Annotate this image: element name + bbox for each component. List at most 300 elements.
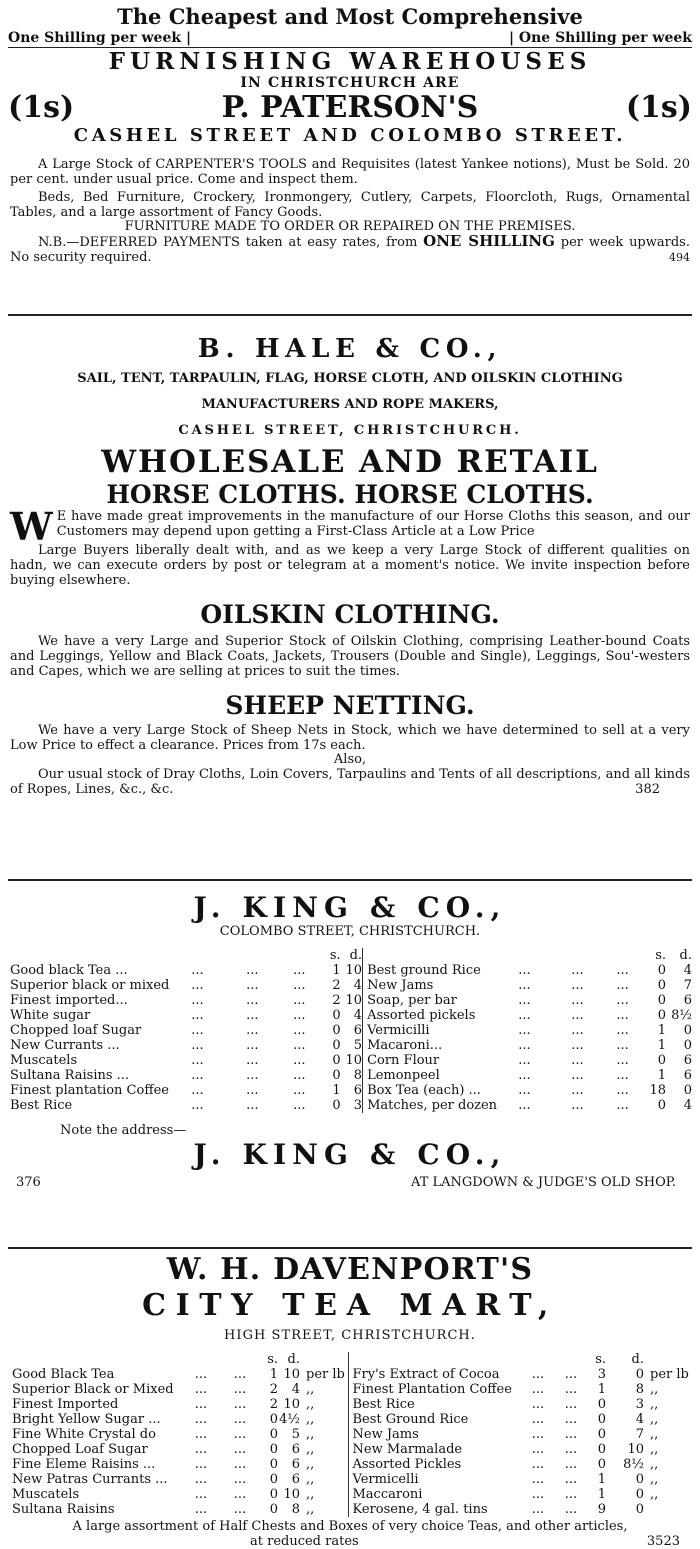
leader-dots: ... <box>531 1382 545 1397</box>
price-item: Finest Imported <box>12 1397 119 1412</box>
leader-dots: ... <box>293 963 306 978</box>
price-item: Macaroni... <box>363 1038 498 1053</box>
table-row <box>10 1038 692 1053</box>
paterson-price-row <box>0 30 700 47</box>
leader-dots: ... <box>518 1023 531 1038</box>
price-unit: ,, <box>306 1412 315 1427</box>
price-pence: 7 <box>635 1427 644 1442</box>
davenport-advert <box>0 1252 700 1549</box>
hale-ref: 382 <box>635 782 660 797</box>
price-shillings: 18 <box>649 1083 666 1098</box>
leader-dots: ... <box>571 1023 584 1038</box>
hdr-s: s. <box>595 1352 606 1367</box>
price-pence: 8½ <box>671 1008 692 1023</box>
table-row <box>10 1068 692 1083</box>
oilskin-para: We have a very Large and Superior Stock of Oilskin Clothing, comprising Leather-bound Coats and Leggings, Yellow and Black Coats, Jackets, Trousers (Double and Single), Leggings, Sou'-westers and Capes, which we are selling at prices to suit the times. <box>10 634 690 679</box>
table-row <box>12 1457 692 1472</box>
hale-line3: CASHEL STREET, CHRISTCHURCH. <box>178 423 522 438</box>
leader-dots: ... <box>616 963 629 978</box>
price-pence: 0 <box>635 1502 644 1517</box>
leader-dots: ... <box>194 1382 208 1397</box>
leader-dots: ... <box>246 1083 259 1098</box>
also-text: Also, <box>333 752 367 767</box>
king-price-table <box>10 948 692 1113</box>
leader-dots: ... <box>233 1397 247 1412</box>
leader-dots: ... <box>571 1083 584 1098</box>
price-item: Superior black or mixed <box>10 978 170 993</box>
price-item: Finest imported... <box>10 993 128 1008</box>
price-tag-right: (1s) <box>625 90 692 125</box>
leader-dots: ... <box>246 1038 259 1053</box>
price-item: Best Rice <box>10 1098 73 1113</box>
table-row <box>12 1397 692 1412</box>
price-unit: ,, <box>306 1382 315 1397</box>
price-pence: 10 <box>283 1397 300 1412</box>
price-unit: ,, <box>650 1487 659 1502</box>
table-row <box>12 1382 692 1397</box>
table-row <box>10 978 692 993</box>
price-unit: ,, <box>306 1397 315 1412</box>
paterson-name: P. PATERSON'S <box>221 90 479 125</box>
price-item: Superior Black or Mixed <box>12 1382 174 1397</box>
price-shillings: 1 <box>597 1382 606 1397</box>
leader-dots: ... <box>518 1008 531 1023</box>
paterson-headline: The Cheapest and Most Comprehensive <box>117 4 583 29</box>
leader-dots: ... <box>194 1487 208 1502</box>
paterson-ref: 494 <box>669 251 690 264</box>
horse-para: E have made great improvements in the manufacture of our Horse Cloths this season, and our Customers may depend upon getting a First-Class Article at a Low Price <box>56 509 690 539</box>
price-shillings: 9 <box>597 1502 606 1517</box>
price-item: Sultana Raisins <box>12 1502 115 1517</box>
price-item: Fine White Crystal do <box>12 1427 156 1442</box>
table-row <box>12 1442 692 1457</box>
price-shillings: 0 <box>332 1038 341 1053</box>
price-pence: 8 <box>353 1068 363 1083</box>
leader-dots: ... <box>518 993 531 1008</box>
leader-dots: ... <box>531 1397 545 1412</box>
city-tea-mart: CITY TEA MART, <box>142 1288 558 1323</box>
table-row <box>10 963 692 978</box>
leader-dots: ... <box>194 1442 208 1457</box>
nb-bold: ONE SHILLING <box>423 232 555 250</box>
hdr-d: d. <box>349 948 363 963</box>
leader-dots: ... <box>191 1038 204 1053</box>
leader-dots: ... <box>518 1083 531 1098</box>
price-shillings: 1 <box>597 1487 606 1502</box>
leader-dots: ... <box>531 1502 545 1517</box>
price-shillings: 0 <box>597 1412 606 1427</box>
sheep-para: We have a very Large Stock of Sheep Nets in Stock, which we have determined to sell at a very Low Price to effect a clearance. Prices from 17s each. <box>10 723 690 753</box>
leader-dots: ... <box>531 1472 545 1487</box>
leader-dots: ... <box>564 1367 578 1382</box>
table-row <box>12 1472 692 1487</box>
leader-dots: ... <box>564 1397 578 1412</box>
hdr-d: d. <box>287 1352 300 1367</box>
price-shillings: 0 <box>597 1457 606 1472</box>
price-item: Sultana Raisins ... <box>10 1068 130 1083</box>
price-shillings: 0 <box>597 1427 606 1442</box>
leader-dots: ... <box>191 978 204 993</box>
price-shillings: 1 <box>332 1083 341 1098</box>
price-shillings: 0 <box>657 1008 666 1023</box>
king-name: J. KING & CO., <box>193 891 507 924</box>
nb-start: N.B.—DEFERRED PAYMENTS taken at easy rates, from <box>38 235 418 250</box>
leader-dots: ... <box>233 1382 247 1397</box>
leader-dots: ... <box>233 1367 247 1382</box>
price-unit: per lb <box>306 1367 345 1382</box>
leader-dots: ... <box>293 1008 306 1023</box>
paterson-nb <box>0 234 700 265</box>
price-pence: 4 <box>683 1098 692 1113</box>
davenport-footer-2: at reduced rates <box>250 1534 359 1549</box>
price-item: Fry's Extract of Cocoa <box>348 1367 516 1382</box>
price-shillings: 0 <box>332 1053 341 1068</box>
nb-end: per week upwards. No security required. <box>10 235 690 265</box>
price-item: Lemonpeel <box>363 1068 498 1083</box>
price-shillings: 0 <box>597 1442 606 1457</box>
table-row <box>12 1427 692 1442</box>
price-unit: ,, <box>650 1412 659 1427</box>
leader-dots: ... <box>191 1023 204 1038</box>
leader-dots: ... <box>191 1083 204 1098</box>
price-item: Vermicilli <box>363 1023 498 1038</box>
leader-dots: ... <box>571 978 584 993</box>
leader-dots: ... <box>194 1412 208 1427</box>
leader-dots: ... <box>531 1442 545 1457</box>
paterson-furniture: FURNITURE MADE TO ORDER OR REPAIRED ON THE PREMISES. <box>124 219 576 234</box>
king-shop: AT LANGDOWN & JUDGE'S OLD SHOP. <box>411 1175 676 1190</box>
table-row <box>10 1083 692 1098</box>
price-pence: 0 <box>635 1367 644 1382</box>
price-item: Good black Tea ... <box>10 963 128 978</box>
price-shillings: 1 <box>269 1367 278 1382</box>
hale-line1: SAIL, TENT, TARPAULIN, FLAG, HORSE CLOTH, AND OILSKIN CLOTHING <box>77 371 623 386</box>
price-shillings: 1 <box>657 1038 666 1053</box>
price-item: Soap, per bar <box>363 993 498 1008</box>
leader-dots: ... <box>571 1068 584 1083</box>
price-shillings: 0 <box>597 1397 606 1412</box>
price-unit: ,, <box>306 1457 315 1472</box>
drop-cap: W <box>10 504 53 549</box>
leader-dots: ... <box>564 1427 578 1442</box>
leader-dots: ... <box>616 1008 629 1023</box>
leader-dots: ... <box>293 978 306 993</box>
price-shillings: 3 <box>597 1367 606 1382</box>
price-item: White sugar <box>10 1008 91 1023</box>
leader-dots: ... <box>564 1472 578 1487</box>
table-row <box>10 1008 692 1023</box>
leader-dots: ... <box>293 1068 306 1083</box>
price-item: Chopped loaf Sugar <box>10 1023 142 1038</box>
price-item: Good Black Tea <box>12 1367 115 1382</box>
usual-text: Our usual stock of Dray Cloths, Loin Covers, Tarpaulins and Tents of all descriptions, and all kinds of Ropes, Lines, &c., &c. <box>10 767 690 797</box>
price-item: Kerosene, 4 gal. tins <box>348 1502 516 1517</box>
leader-dots: ... <box>293 1083 306 1098</box>
sheep-heading: SHEEP NETTING. <box>225 691 475 720</box>
davenport-name: W. H. DAVENPORT'S <box>166 1252 534 1287</box>
price-pence: 4 <box>291 1382 300 1397</box>
leader-dots: ... <box>233 1502 247 1517</box>
leader-dots: ... <box>191 1008 204 1023</box>
price-item: Muscatels <box>12 1487 80 1502</box>
leader-dots: ... <box>246 1053 259 1068</box>
price-shillings: 0 <box>269 1427 278 1442</box>
table-row <box>12 1367 692 1382</box>
price-unit: ,, <box>650 1382 659 1397</box>
paterson-name-row <box>0 91 700 125</box>
price-item: Assorted pickels <box>363 1008 498 1023</box>
usual-para <box>0 767 700 797</box>
price-unit: ,, <box>306 1502 315 1517</box>
price-item: Muscatels <box>10 1053 78 1068</box>
price-pence: 4½ <box>279 1412 300 1427</box>
leader-dots: ... <box>616 1098 629 1113</box>
leader-dots: ... <box>293 1098 306 1113</box>
leader-dots: ... <box>293 993 306 1008</box>
price-item: Best Rice <box>348 1397 516 1412</box>
price-unit: ,, <box>650 1397 659 1412</box>
price-item: New Patras Currants ... <box>12 1472 168 1487</box>
leader-dots: ... <box>293 1053 306 1068</box>
leader-dots: ... <box>571 1008 584 1023</box>
hdr-s: s. <box>267 1352 278 1367</box>
leader-dots: ... <box>233 1487 247 1502</box>
leader-dots: ... <box>194 1367 208 1382</box>
king-ref: 376 <box>16 1175 41 1190</box>
price-shillings: 0 <box>332 1023 341 1038</box>
price-pence: 6 <box>353 1023 363 1038</box>
paterson-address: CASHEL STREET AND COLOMBO STREET. <box>73 125 627 146</box>
leader-dots: ... <box>616 1068 629 1083</box>
price-item: Finest Plantation Coffee <box>348 1382 516 1397</box>
price-pence: 0 <box>635 1472 644 1487</box>
leader-dots: ... <box>191 1053 204 1068</box>
leader-dots: ... <box>246 963 259 978</box>
leader-dots: ... <box>564 1382 578 1397</box>
price-shillings: 0 <box>269 1502 278 1517</box>
leader-dots: ... <box>571 963 584 978</box>
price-item: New Marmalade <box>348 1442 516 1457</box>
davenport-address: HIGH STREET, CHRISTCHURCH. <box>224 1328 476 1343</box>
price-pence: 10 <box>283 1487 300 1502</box>
leader-dots: ... <box>616 993 629 1008</box>
price-pence: 0 <box>683 1038 692 1053</box>
price-pence: 4 <box>683 963 692 978</box>
leader-dots: ... <box>518 1038 531 1053</box>
price-unit: ,, <box>306 1472 315 1487</box>
leader-dots: ... <box>246 1023 259 1038</box>
king-footer <box>0 1171 700 1191</box>
price-shillings: 0 <box>657 1053 666 1068</box>
price-unit: per lb <box>650 1367 689 1382</box>
king-name-2: J. KING & CO., <box>193 1138 507 1171</box>
leader-dots: ... <box>616 978 629 993</box>
price-item: Corn Flour <box>363 1053 498 1068</box>
price-shillings: 1 <box>657 1068 666 1083</box>
price-item: Best ground Rice <box>363 963 498 978</box>
price-left: One Shilling per week | <box>8 30 192 46</box>
price-unit: ,, <box>650 1457 659 1472</box>
leader-dots: ... <box>246 1068 259 1083</box>
leader-dots: ... <box>293 1038 306 1053</box>
price-pence: 5 <box>353 1038 363 1053</box>
leader-dots: ... <box>531 1412 545 1427</box>
leader-dots: ... <box>616 1023 629 1038</box>
leader-dots: ... <box>616 1083 629 1098</box>
leader-dots: ... <box>293 1023 306 1038</box>
price-pence: 10 <box>627 1442 644 1457</box>
davenport-price-list <box>0 1344 700 1517</box>
price-shillings: 0 <box>332 1008 341 1023</box>
price-shillings: 0 <box>269 1472 278 1487</box>
price-shillings: 1 <box>597 1472 606 1487</box>
price-shillings: 0 <box>332 1068 341 1083</box>
leader-dots: ... <box>564 1412 578 1427</box>
horse-para-block <box>0 504 700 549</box>
leader-dots: ... <box>233 1442 247 1457</box>
paterson-para-tools: A Large Stock of CARPENTER'S TOOLS and Requisites (latest Yankee notions), Must be Sold. 20 per cent. under usual price. Come and inspect them. <box>10 157 690 187</box>
hale-name: B. HALE & CO., <box>197 334 503 364</box>
leader-dots: ... <box>191 993 204 1008</box>
price-shillings: 2 <box>269 1382 278 1397</box>
price-pence: 10 <box>283 1367 300 1382</box>
price-item: Chopped Loaf Sugar <box>12 1442 148 1457</box>
price-pence: 6 <box>683 993 692 1008</box>
leader-dots: ... <box>531 1457 545 1472</box>
paterson-advert <box>0 4 700 265</box>
price-item: Assorted Pickles <box>348 1457 516 1472</box>
leader-dots: ... <box>518 963 531 978</box>
table-row <box>10 1023 692 1038</box>
price-right: | One Shilling per week <box>508 30 692 46</box>
table-row <box>12 1487 692 1502</box>
king-price-list <box>0 940 700 1113</box>
price-item: Bright Yellow Sugar ... <box>12 1412 161 1427</box>
leader-dots: ... <box>518 1068 531 1083</box>
price-pence: 8½ <box>623 1457 644 1472</box>
leader-dots: ... <box>531 1367 545 1382</box>
table-row <box>12 1502 692 1517</box>
hale-line2: MANUFACTURERS AND ROPE MAKERS, <box>201 397 499 412</box>
price-pence: 6 <box>683 1053 692 1068</box>
hdr-d: d. <box>631 1352 644 1367</box>
table-row <box>10 1098 692 1113</box>
price-item: Finest plantation Coffee <box>10 1083 169 1098</box>
leader-dots: ... <box>564 1442 578 1457</box>
leader-dots: ... <box>518 1098 531 1113</box>
price-pence: 10 <box>345 993 363 1008</box>
leader-dots: ... <box>191 1098 204 1113</box>
leader-dots: ... <box>246 993 259 1008</box>
leader-dots: ... <box>194 1427 208 1442</box>
price-shillings: 0 <box>269 1487 278 1502</box>
price-pence: 4 <box>353 978 363 993</box>
leader-dots: ... <box>518 978 531 993</box>
price-unit: ,, <box>306 1442 315 1457</box>
price-item: Matches, per dozen <box>363 1098 498 1113</box>
price-shillings: 1 <box>657 1023 666 1038</box>
price-shillings: 2 <box>332 993 341 1008</box>
hale-advert <box>0 334 700 797</box>
price-item: Box Tea (each) ... <box>363 1083 498 1098</box>
price-pence: 4 <box>635 1412 644 1427</box>
leader-dots: ... <box>571 1038 584 1053</box>
leader-dots: ... <box>518 1053 531 1068</box>
davenport-footer: A large assortment of Half Chests and Boxes of very choice Teas, and other articles, <box>72 1519 628 1534</box>
price-shillings: 0 <box>269 1442 278 1457</box>
price-unit: ,, <box>650 1472 659 1487</box>
price-item: Best Ground Rice <box>348 1412 516 1427</box>
price-item: Vermicelli <box>348 1472 516 1487</box>
hdr-s: s. <box>329 948 341 963</box>
table-row <box>10 993 692 1008</box>
davenport-footer-row <box>0 1534 700 1549</box>
price-item: New Currants ... <box>10 1038 120 1053</box>
price-unit: ,, <box>306 1487 315 1502</box>
price-shillings: 0 <box>657 993 666 1008</box>
price-unit <box>644 1502 692 1517</box>
price-pence: 4 <box>353 1008 363 1023</box>
price-shillings: 2 <box>332 978 341 993</box>
leader-dots: ... <box>564 1487 578 1502</box>
wholesale-heading: WHOLESALE AND RETAIL <box>101 444 599 480</box>
price-shillings: 0 <box>332 1098 341 1113</box>
leader-dots: ... <box>194 1397 208 1412</box>
leader-dots: ... <box>571 993 584 1008</box>
price-pence: 6 <box>353 1083 363 1098</box>
divider <box>8 314 692 316</box>
leader-dots: ... <box>233 1427 247 1442</box>
leader-dots: ... <box>564 1502 578 1517</box>
leader-dots: ... <box>571 1053 584 1068</box>
paterson-para-goods: Beds, Bed Furniture, Crockery, Ironmongery, Cutlery, Carpets, Floorcloth, Rugs, Ornamental Tables, and a large assortment of Fancy Goods. <box>10 190 690 220</box>
price-pence: 0 <box>683 1083 692 1098</box>
leader-dots: ... <box>233 1412 247 1427</box>
price-pence: 3 <box>353 1098 363 1113</box>
davenport-ref: 3523 <box>646 1534 680 1549</box>
leader-dots: ... <box>531 1427 545 1442</box>
price-tag-left: (1s) <box>8 90 75 125</box>
leader-dots: ... <box>194 1472 208 1487</box>
leader-dots: ... <box>564 1457 578 1472</box>
price-pence: 0 <box>635 1487 644 1502</box>
king-advert <box>0 892 700 1191</box>
price-pence: 10 <box>345 963 363 978</box>
divider <box>8 879 692 881</box>
king-note: Note the address— <box>60 1123 187 1138</box>
leader-dots: ... <box>571 1098 584 1113</box>
price-pence: 8 <box>291 1502 300 1517</box>
price-item: New Jams <box>348 1427 516 1442</box>
price-pence: 6 <box>683 1068 692 1083</box>
leader-dots: ... <box>616 1038 629 1053</box>
hdr-d: d. <box>679 948 692 963</box>
price-unit: ,, <box>306 1427 315 1442</box>
leader-dots: ... <box>194 1457 208 1472</box>
price-shillings: 0 <box>269 1457 278 1472</box>
leader-dots: ... <box>531 1487 545 1502</box>
price-pence: 3 <box>635 1397 644 1412</box>
table-row <box>10 1053 692 1068</box>
price-pence: 5 <box>291 1427 300 1442</box>
in-christchurch: IN CHRISTCHURCH ARE <box>240 75 460 91</box>
price-shillings: 0 <box>657 1098 666 1113</box>
price-shillings: 0 <box>657 963 666 978</box>
leader-dots: ... <box>194 1502 208 1517</box>
leader-dots: ... <box>191 963 204 978</box>
price-pence: 10 <box>345 1053 363 1068</box>
leader-dots: ... <box>233 1457 247 1472</box>
